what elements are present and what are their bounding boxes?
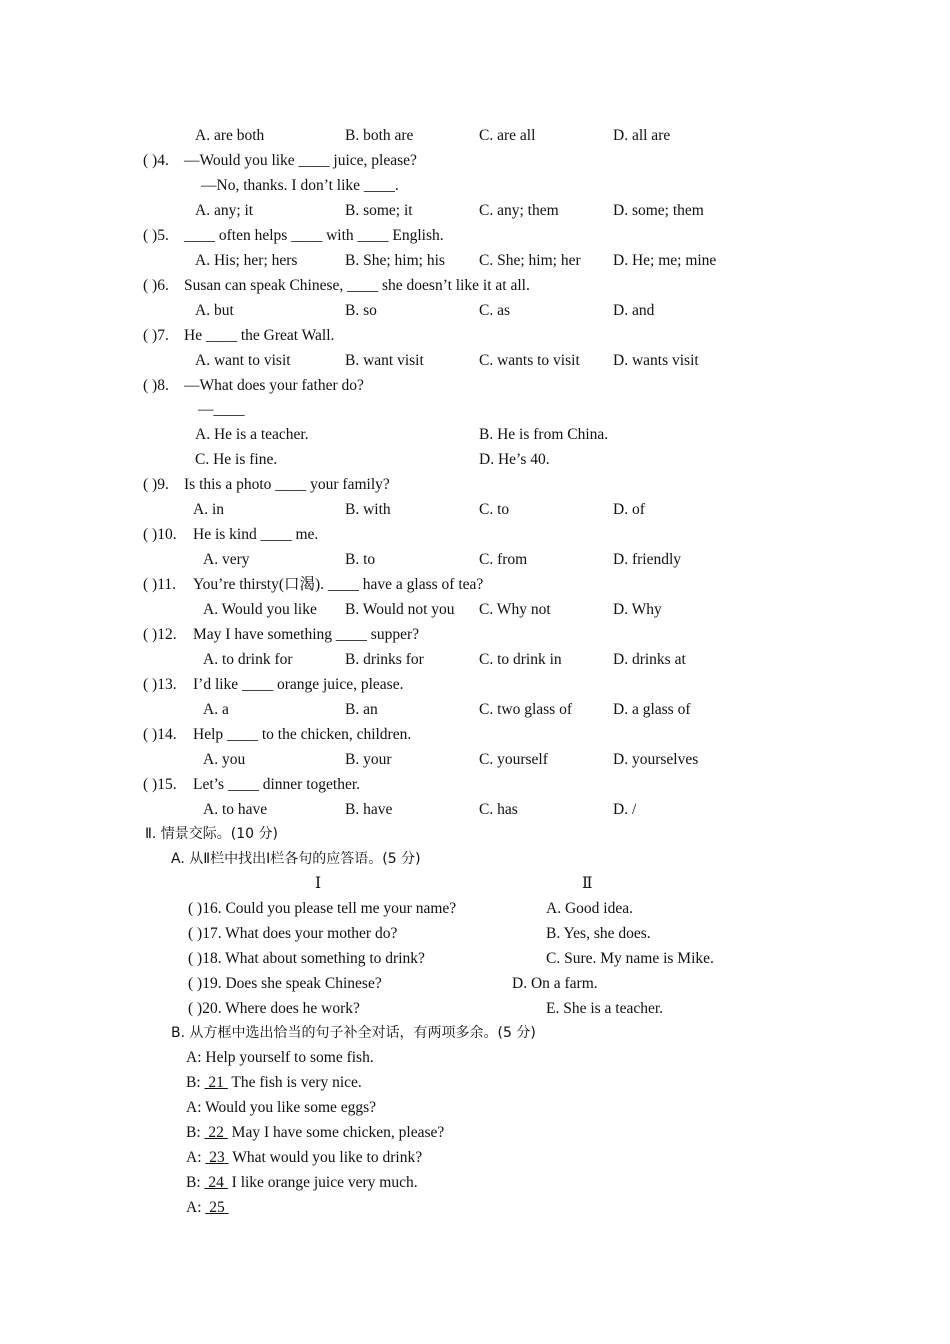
q8-stem: —What does your father do? <box>184 377 364 394</box>
q7-stem: He ____ the Great Wall. <box>184 327 335 344</box>
blank-25[interactable]: 25 <box>209 1199 225 1216</box>
q11-option-a: A. Would you like <box>203 601 317 618</box>
q5-option-c: C. She; him; her <box>479 252 581 269</box>
answer-option-a: A. Good idea. <box>546 900 633 917</box>
q5-option-a: A. His; her; hers <box>195 252 298 269</box>
q4-option-c: C. any; them <box>479 202 559 219</box>
answer-option-e: E. She is a teacher. <box>546 1000 664 1017</box>
q5-number: ( )5. <box>143 227 169 244</box>
q4-stem-reply: —No, thanks. I don’t like ____. <box>201 177 399 194</box>
q8-option-b: B. He is from China. <box>479 426 609 443</box>
part-a-instruction: A. 从Ⅱ栏中找出Ⅰ栏各句的应答语。(5 分) <box>171 851 421 867</box>
match-item-20: ( )20. Where does he work? <box>188 1000 360 1017</box>
dialogue-text: The fish is very nice. <box>231 1074 362 1091</box>
q12-stem: May I have something ____ supper? <box>193 626 419 643</box>
q11-option-d: D. Why <box>613 601 662 618</box>
q6-option-b: B. so <box>345 302 377 319</box>
blank-21[interactable]: 21 <box>208 1074 224 1091</box>
q6-option-c: C. as <box>479 302 510 319</box>
dialogue-text: What would you like to drink? <box>232 1149 423 1166</box>
dialogue-speaker: B: <box>186 1074 201 1091</box>
match-item-18: ( )18. What about something to drink? <box>188 950 425 967</box>
q10-option-b: B. to <box>345 551 376 568</box>
q15-number: ( )15. <box>143 776 177 793</box>
q9-option-a: A. in <box>193 501 224 518</box>
q11-number: ( )11. <box>143 576 176 593</box>
q6-stem: Susan can speak Chinese, ____ she doesn’t like it at all. <box>184 277 530 294</box>
match-item-19: ( )19. Does she speak Chinese? <box>188 975 382 992</box>
q10-stem: He is kind ____ me. <box>193 526 319 543</box>
q9-stem: Is this a photo ____ your family? <box>184 476 390 493</box>
q13-stem: I’d like ____ orange juice, please. <box>193 676 404 693</box>
q6-number: ( )6. <box>143 277 169 294</box>
q11-option-c: C. Why not <box>479 601 551 618</box>
q12-option-a: A. to drink for <box>203 651 293 668</box>
q4-option-a: A. any; it <box>195 202 254 219</box>
dialogue-speaker: B: <box>186 1174 201 1191</box>
q3-option-d: D. all are <box>613 127 671 144</box>
dialogue-speaker: B: <box>186 1124 201 1141</box>
q10-option-a: A. very <box>203 551 250 568</box>
q13-option-d: D. a glass of <box>613 701 691 718</box>
q14-option-d: D. yourselves <box>613 751 699 768</box>
q3-option-b: B. both are <box>345 127 414 144</box>
q15-option-d: D. / <box>613 801 637 818</box>
column-1-header: Ⅰ <box>315 875 322 892</box>
q7-option-d: D. wants visit <box>613 352 699 369</box>
q14-option-a: A. you <box>203 751 246 768</box>
q13-option-a: A. a <box>203 701 229 718</box>
q10-number: ( )10. <box>143 526 177 543</box>
dialogue-text: Would you like some eggs? <box>205 1099 377 1116</box>
q8-option-a: A. He is a teacher. <box>195 426 309 443</box>
q9-option-b: B. with <box>345 501 391 518</box>
q9-option-c: C. to <box>479 501 510 518</box>
q9-number: ( )9. <box>143 476 169 493</box>
q4-option-b: B. some; it <box>345 202 413 219</box>
section2-title: Ⅱ. 情景交际。(10 分) <box>145 826 278 842</box>
q4-number: ( )4. <box>143 152 169 169</box>
q8-stem-reply: —____ <box>198 401 245 418</box>
q14-number: ( )14. <box>143 726 177 743</box>
dialogue-line-5 <box>186 1149 422 1167</box>
match-item-17: ( )17. What does your mother do? <box>188 925 398 942</box>
q15-stem: Let’s ____ dinner together. <box>193 776 361 793</box>
q7-option-c: C. wants to visit <box>479 352 580 369</box>
q7-option-a: A. want to visit <box>195 352 291 369</box>
q8-number: ( )8. <box>143 377 169 394</box>
dialogue-text: Help yourself to some fish. <box>205 1049 374 1066</box>
q14-stem: Help ____ to the chicken, children. <box>193 726 412 743</box>
q14-option-b: B. your <box>345 751 392 768</box>
column-2-header: Ⅱ <box>582 875 593 892</box>
q15-option-b: B. have <box>345 801 393 818</box>
q4-option-d: D. some; them <box>613 202 704 219</box>
dialogue-line-1 <box>186 1049 374 1067</box>
match-item-16: ( )16. Could you please tell me your name? <box>188 900 457 917</box>
q13-option-b: B. an <box>345 701 378 718</box>
dialogue-line-3 <box>186 1099 376 1117</box>
answer-option-b: B. Yes, she does. <box>546 925 651 942</box>
dialogue-line-7 <box>186 1199 229 1217</box>
dialogue-text: I like orange juice very much. <box>231 1174 418 1191</box>
q11-option-b: B. Would not you <box>345 601 455 618</box>
q12-option-c: C. to drink in <box>479 651 562 668</box>
q10-option-d: D. friendly <box>613 551 682 568</box>
q6-option-d: D. and <box>613 302 655 319</box>
q12-option-d: D. drinks at <box>613 651 686 668</box>
q11-stem: You’re thirsty(口渴). ____ have a glass of tea? <box>193 576 484 593</box>
answer-option-d: D. On a farm. <box>512 975 598 992</box>
q5-stem: ____ often helps ____ with ____ English. <box>184 227 444 244</box>
q7-option-b: B. want visit <box>345 352 424 369</box>
blank-22[interactable]: 22 <box>208 1124 224 1141</box>
q9-option-d: D. of <box>613 501 645 518</box>
dialogue-line-4 <box>186 1124 444 1142</box>
dialogue-speaker: A: <box>186 1199 202 1216</box>
q15-option-a: A. to have <box>203 801 268 818</box>
q15-option-c: C. has <box>479 801 518 818</box>
q8-option-d: D. He’s 40. <box>479 451 550 468</box>
q8-option-c: C. He is fine. <box>195 451 278 468</box>
q3-option-c: C. are all <box>479 127 536 144</box>
answer-option-c: C. Sure. My name is Mike. <box>546 950 714 967</box>
dialogue-line-6 <box>186 1174 418 1192</box>
dialogue-speaker: A: <box>186 1149 202 1166</box>
dialogue-speaker: A: <box>186 1099 202 1116</box>
q7-number: ( )7. <box>143 327 169 344</box>
blank-23[interactable]: 23 <box>209 1149 225 1166</box>
q12-option-b: B. drinks for <box>345 651 424 668</box>
part-b-instruction: B. 从方框中选出恰当的句子补全对话，有两项多余。(5 分) <box>171 1025 536 1041</box>
dialogue-text: May I have some chicken, please? <box>231 1124 445 1141</box>
q13-option-c: C. two glass of <box>479 701 572 718</box>
q13-number: ( )13. <box>143 676 177 693</box>
dialogue-line-2 <box>186 1074 362 1092</box>
q4-stem: —Would you like ____ juice, please? <box>184 152 417 169</box>
blank-24[interactable]: 24 <box>208 1174 224 1191</box>
q14-option-c: C. yourself <box>479 751 548 768</box>
q5-option-d: D. He; me; mine <box>613 252 717 269</box>
q5-option-b: B. She; him; his <box>345 252 445 269</box>
dialogue-speaker: A: <box>186 1049 202 1066</box>
q12-number: ( )12. <box>143 626 177 643</box>
q3-option-a: A. are both <box>195 127 265 144</box>
q10-option-c: C. from <box>479 551 528 568</box>
q6-option-a: A. but <box>195 302 234 319</box>
